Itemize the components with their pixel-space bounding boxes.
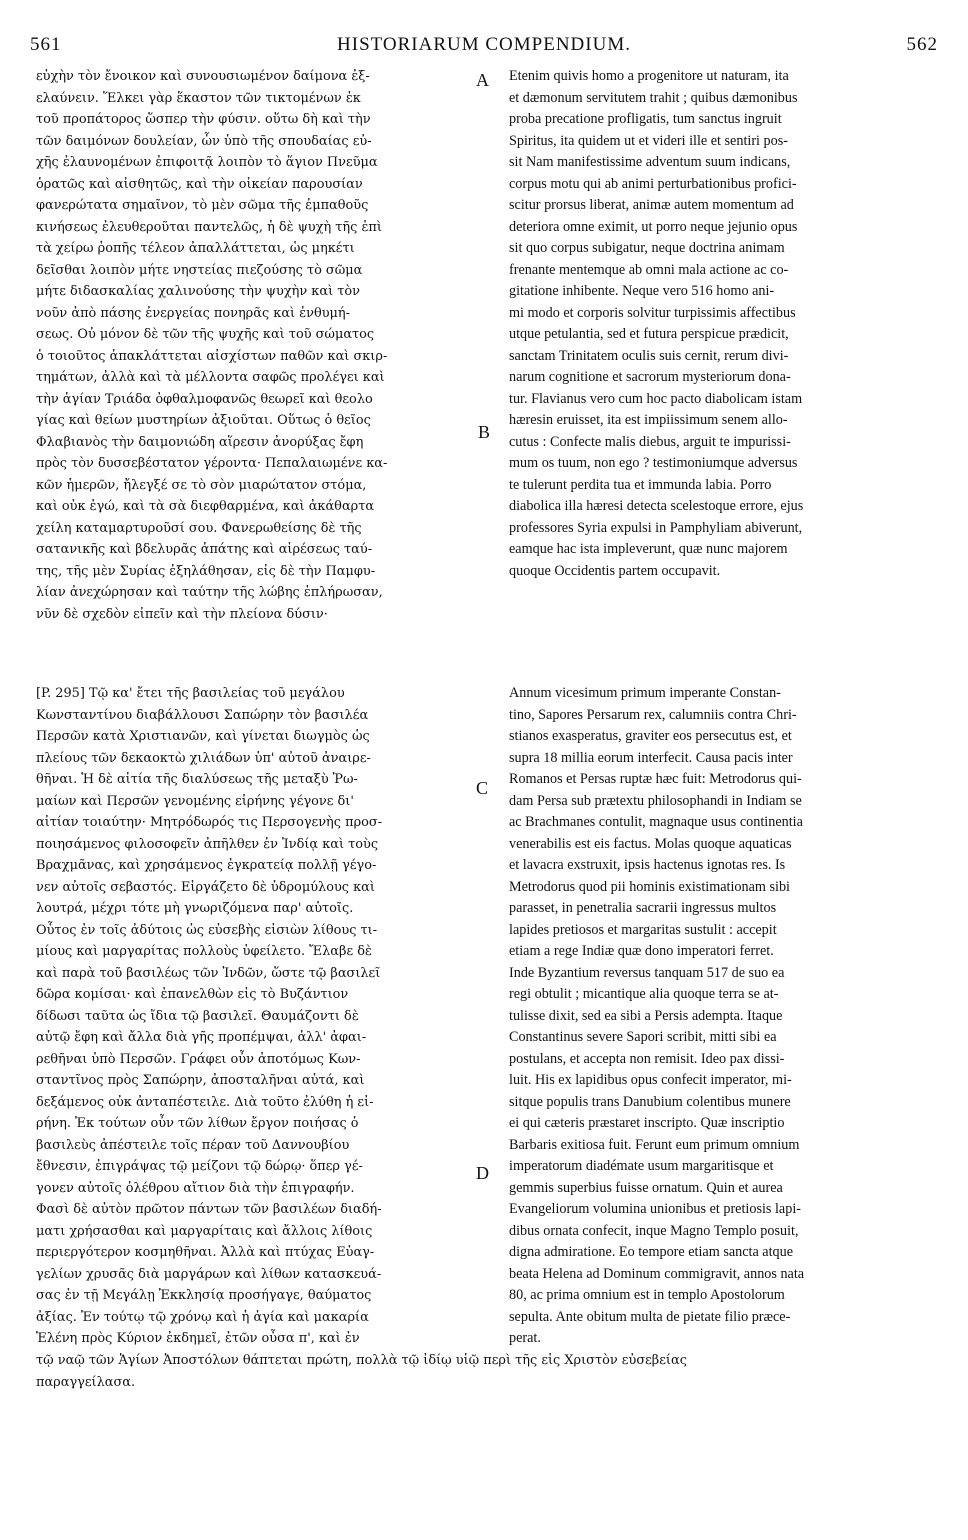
text-line: βασιλεὺς ἀπέστειλε τοῖς πέραν τοῦ Δαννουβίου [36, 1137, 350, 1153]
text-line: stianos exasperatus, graviter eos persecutus est, et [509, 728, 792, 744]
text-line: Constantinus severe Sapori scribit, mitti sibi ea [509, 1029, 777, 1045]
text-line: et dæmonum servitutem trahit ; quibus dæmonibus [509, 89, 798, 106]
text-line: Etenim quivis homo a progenitore ut naturam, ita [509, 68, 789, 84]
latin-column-block-1 [509, 66, 939, 582]
text-line: της, τῆς μὲν Συρίας ἐξηλάθησαν, εἰς δὲ τὴν Παμφυ- [36, 563, 376, 579]
text-line: postulans, et accepta non remisit. Ideo pax dissi- [509, 1050, 785, 1067]
text-line: ὁρατῶς καὶ αἰσθητῶς, καὶ τὴν οἰκείαν παρουσίαν [36, 176, 363, 192]
text-line: ἀξίας. Ἐν τούτῳ τῷ χρόνῳ καὶ ἡ ἁγία καὶ μακαρία [36, 1309, 369, 1325]
text-line: Κωνσταντίνου διαβάλλουσι Σαπώρην τὸν βασιλέα [36, 707, 369, 723]
text-line: Βραχμᾶνας, καὶ χρησάμενος ἐγκρατείᾳ πολλῇ γέγο- [36, 858, 377, 873]
text-line: professores Syria expulsi in Pamphyliam abiverunt, [509, 519, 803, 536]
text-line: ελαύνειν. Ἕλκει γὰρ ἕκαστον τῶν τικτομένων ἐκ [36, 90, 361, 106]
text-line: Inde Byzantium reversus tanquam 517 de suo ea [509, 964, 785, 981]
text-line: mi modo et corporis solvitur turpissimis affectibus [509, 304, 796, 321]
text-line: σεως. Οὐ μόνον δὲ τῶν τῆς ψυχῆς καὶ τοῦ σώματος [36, 327, 375, 342]
text-line: δίδωσι ταῦτα ὡς ἴδια τῷ βασιλεῖ. Θαυμάζοντι δὲ [36, 1008, 359, 1024]
text-line: proba precatione profligatis, tum sanctus ingruit [509, 111, 782, 127]
text-line: τημάτων, ἀλλὰ καὶ τὰ μέλλοντα σαφῶς προλέγει καὶ [36, 370, 385, 385]
page-header [30, 34, 938, 60]
text-line: μίους καὶ μαργαρίτας πολλοὺς ὑφείλετο. Ἔλαβε δὲ [36, 944, 372, 959]
latin-column-block-2 [509, 683, 939, 1350]
text-line: καὶ οὐκ ἐγώ, καὶ τὰ σὰ διεφθαρμένα, καὶ ἀκάθαρτα [36, 499, 375, 514]
text-line: narum cognitione et sacrorum mysteriorum dona- [509, 369, 791, 385]
text-line: scitur prorsus liberat, animæ autem momentum ad [509, 197, 794, 213]
text-line: ρήνη. Ἐκ τούτων οὖν τῶν λίθων ἔργον ποιήσας ὁ [36, 1116, 359, 1131]
text-line: deteriora omne eximit, ut porro neque jejunio opus [509, 218, 798, 235]
text-line: Evangeliorum volumina unionibus et pretiosis lapi- [509, 1201, 801, 1217]
page-number-right: 562 [906, 34, 938, 55]
text-line: Annum vicesimum primum imperante Constan- [509, 685, 781, 701]
text-line: πλείους τῶν δεκαοκτὼ χιλιάδων ὑπ' αὐτοῦ ἀναιρε- [36, 750, 371, 766]
text-line: ac Brachmanes contulit, magnaque usus continentia [509, 814, 803, 830]
text-line: αὐτῷ ἔφη καὶ ἄλλα διὰ γῆς προπέμψαι, ἀλλ' ἀφαι- [36, 1030, 367, 1045]
text-line: νῦν δὲ σχεδὸν εἰπεῖν καὶ τὴν πλείονα δύσιν· [36, 606, 328, 622]
text-line: quoque Occidentis partem occupavit. [509, 562, 721, 579]
text-line: tur. Flavianus vero cum hoc pacto diabolicam istam [509, 390, 803, 407]
greek-column-block-2 [36, 683, 494, 1350]
text-line: frenante mentemque ab omni mala actione ac co- [509, 261, 789, 278]
text-line: perat. [509, 1330, 541, 1346]
text-line: ei qui cæteris præstaret inscripto. Quæ inscriptio [509, 1115, 785, 1131]
text-line: gitatione inhibente. Neque vero 516 homo ani- [509, 283, 775, 299]
text-line: δεῖσθαι λοιπὸν μήτε νηστείας πιεζούσης τὸ σῶμα [36, 262, 363, 278]
text-line: lapides pretiosos et margaritas sustulit : accepit [509, 921, 777, 938]
section-marker-c: C [476, 778, 489, 798]
text-line: Romanos et Persas ruptæ hæc fuit: Metrodorus qui- [509, 771, 802, 787]
text-line: γίας καὶ θείων μυστηρίων ἀξιοῦται. Οὕτως ὁ θεῖος [36, 413, 371, 428]
section-marker-a: A [476, 70, 489, 90]
text-line: τῶν δαιμόνων δουλείαν, ὧν ὑπὸ τῆς σπουδαίας εὐ- [36, 133, 372, 149]
text-line: tulisse dixit, sed ea sibi a Persis adempta. Itaque [509, 1007, 783, 1024]
text-line: σταντῖνος πρὸς Σαπώρην, ἀποσταλῆναι αὐτά, καὶ [36, 1073, 365, 1088]
text-line: luit. His ex lapidibus opus confecit imperator, mi- [509, 1072, 792, 1088]
text-line: χῆς ἐλαυνομένων ἐπιφοιτᾷ λοιπὸν τὸ ἅγιον Πνεῦμα [36, 155, 378, 170]
text-line: Metrodorus quod pii hominis existimationam sibi [509, 878, 790, 895]
section-marker-d: D [476, 1163, 489, 1183]
text-line: Οὗτος ἐν τοῖς ἀδύτοις ὡς εὐσεβὴς εἰσιὼν λίθους τι- [36, 922, 378, 938]
text-line: παραγγείλασα. [36, 1374, 136, 1390]
text-line: diabolica illa hæresi detecta scelestoque errore, ejus [509, 498, 804, 514]
greek-full-width-ending [36, 1350, 940, 1393]
text-line: Barbaris exitiosa fuit. Ferunt eum primum omnium [509, 1136, 800, 1153]
text-line: νεν αὐτοῖς σεβαστός. Εἰργάζετο δὲ ὑδρομύλους καὶ [36, 879, 375, 895]
text-line: Φλαβιανὸς τὴν δαιμονιώδη αἵρεσιν ἀνορύξας ἔφη [36, 434, 364, 450]
text-line: λίαν ἀνεχώρησαν καὶ ταύτην τῆς λώβης ἐπλήρωσαν, [36, 585, 383, 600]
text-line: supra 18 millia eorum interfecit. Causa pacis inter [509, 749, 793, 766]
text-line: γελίων χρυσᾶς διὰ μαργάρων καὶ λίθων κατασκευά- [36, 1266, 382, 1282]
text-line: τὰ χείρω ῥοπῆς τέλεον ἀπαλλάττεται, ὡς μηκέτι [36, 241, 355, 256]
text-line: ἔθνεσιν, ἐπιγράψας τῷ μείζονι τῷ δώρῳ· ὅπερ γέ- [36, 1159, 363, 1174]
text-line: Ἑλένη πρὸς Κύριον ἐκδημεῖ, ἐτῶν οὖσα π', καὶ ἐν [36, 1331, 360, 1346]
text-line: Φασὶ δὲ αὐτὸν πρῶτον πάντων τῶν βασιλέων διαδή- [36, 1202, 382, 1217]
text-line: cutus : Confecte malis diebus, arguit te impurissi- [509, 433, 791, 450]
text-line: κῶν ἡμερῶν, ἤλεγξέ σε τὸ σὸν μιαρώτατον στόμα, [36, 477, 367, 493]
text-line: 80, ac prima omnium est in templo Apostolorum [509, 1287, 785, 1303]
text-line: venerabilis est eis factus. Molas quoque aquaticas [509, 835, 792, 852]
text-line: parasset, in penetralia sacrarii ingressus multos [509, 900, 777, 916]
text-line: dibus ornata confecit, inque Magno Templo posuit, [509, 1222, 799, 1239]
text-line: περιεργότερον κοσμηθῆναι. Ἀλλὰ καὶ πτύχας Εὐαγ- [36, 1245, 375, 1260]
text-line: etiam a rege Indiæ quæ dono imperatori ferret. [509, 943, 774, 959]
page-number-left: 561 [30, 34, 62, 55]
text-line: εὐχὴν τὸν ἔνοικον καὶ συνουσιωμένον δαίμονα ἐξ- [36, 69, 370, 84]
text-line: σας ἐν τῇ Μεγάλῃ Ἐκκλησίᾳ προσήγαγε, θαύματος [36, 1288, 372, 1303]
text-line: μαίων καὶ Περσῶν γενομένης εἰρήνης γέγονε δι' [36, 793, 354, 809]
text-line: μήτε διδασκαλίας χαλινούσης τὴν ψυχὴν καὶ τὸν [36, 284, 360, 299]
text-line: σατανικῆς καὶ βδελυρᾶς ἀπάτης καὶ αἱρέσεως ταύ- [36, 542, 373, 557]
text-line: regi obtulit ; micantique alia quoque terra se at- [509, 986, 779, 1002]
text-line: φανερώτατα σημαῖνον, τὸ μὲν σῶμα τῆς ἐμπαθοῦς [36, 198, 369, 213]
text-line: sepulta. Ante obitum multa de pietate filio præce- [509, 1308, 791, 1325]
text-line: καὶ παρὰ τοῦ βασιλέως τῶν Ἰνδῶν, ὥστε τῷ βασιλεῖ [36, 965, 381, 981]
text-line: mum os tuum, non ego ? testimoniumque adversus [509, 455, 798, 471]
text-line: τοῦ προπάτορος ὥσπερ τὴν φύσιν. οὕτω δὴ καὶ τὴν [36, 112, 371, 127]
text-line: sitque populis trans Danubium colentibus munere [509, 1093, 791, 1110]
text-line: ποιησάμενος φιλοσοφεῖν ἀπῆλθεν ἐν Ἰνδίᾳ καὶ τοὺς [36, 836, 379, 852]
text-line: δεξάμενος οὐκ ἀνταπέστειλε. Διὰ τοῦτο ἐλύθη ἡ εἰ- [36, 1094, 374, 1110]
text-line: χείλη καταμαρτυροῦσί σου. Φανερωθείσης δὲ τῆς [36, 520, 362, 536]
text-line: te tulerunt perdita tua et immunda labia. Porro [509, 476, 772, 493]
text-line: Spiritus, ita quidem ut et videri ille et sentiri pos- [509, 132, 788, 149]
text-line: ὁ τοιοῦτος ἀπακλάττεται αἰσχίστων παθῶν καὶ σκιρ- [36, 348, 388, 364]
text-line: νοῦν ἀπὸ πάσης ἐνεργείας πονηρᾶς καὶ ἐνθυμή- [36, 305, 351, 321]
text-line: utque petulantia, sed et futura perspicue prædicit, [509, 326, 789, 342]
text-line: corpus motu qui ab animi perturbationibus profici- [509, 175, 797, 192]
text-line: et lavacra exstruxit, ipsis hactenus ignotas res. Is [509, 857, 786, 873]
text-line: dam Persa sub prætextu philosophandi in Indiam se [509, 792, 802, 809]
text-line: γονεν αὐτοῖς ὀλέθρου αἴτιον διὰ τὴν ἐπιγραφήν. [36, 1180, 355, 1196]
text-line: τὴν ἁγίαν Τριάδα ὀφθαλμοφανῶς θεωρεῖ καὶ θεολο [36, 391, 373, 407]
text-line: ρεθῆναι ὑπὸ Περσῶν. Γράφει οὖν ἀποτόμως Κων- [36, 1051, 361, 1067]
text-line: tino, Sapores Persarum rex, calumniis contra Chri- [509, 706, 797, 723]
section-marker-b: B [478, 422, 491, 442]
text-line: κινήσεως ἐλευθεροῦται παντελῶς, ἡ δὲ ψυχὴ τῆς ἐπὶ [36, 219, 382, 235]
greek-column-block-1 [36, 66, 494, 625]
text-line: hæresin eruisset, ita est impiissimum senem allo- [509, 412, 788, 428]
text-line: sit Nam manifestissime adventum suum indicans, [509, 154, 791, 170]
text-line: πρὸς τὸν δυσσεβέστατον γέροντα· Πεπαλαιωμένε κα- [36, 456, 388, 471]
text-line: digna admiratione. Eo tempore etiam sancta atque [509, 1244, 794, 1260]
text-line: sit quo corpus subigatur, neque doctrina animam [509, 240, 785, 256]
text-line: αἰτίαν τοιαύτην· Μητρόδωρός τις Περσογενὴς προσ- [36, 815, 383, 830]
text-line: gemmis superbius fuisse ornatum. Quin et aurea [509, 1179, 783, 1196]
text-line: τῷ ναῷ τῶν Ἁγίων Ἀποστόλων θάπτεται πρώτη, πολλὰ τῷ ἰδίῳ υἱῷ περὶ τῆς εἰς Χριστὸν εὐσεβείας [36, 1353, 687, 1368]
running-title: HISTORIARUM COMPENDIUM. [337, 34, 631, 55]
text-line: eamque hac ista impleverunt, quæ nunc majorem [509, 541, 788, 557]
text-line: sanctam Trinitatem oculis suis cernit, rerum divi- [509, 347, 789, 364]
text-line: ματι χρήσασθαι καὶ μαργαρίταις καὶ ἄλλοις λίθοις [36, 1223, 373, 1239]
text-line: δῶρα κομίσαι· καὶ ἐπανελθὼν εἰς τὸ Βυζάντιον [36, 987, 349, 1002]
text-line: beata Helena ad Dominum commigravit, annos nata [509, 1265, 805, 1282]
text-line: Περσῶν κατὰ Χριστιανῶν, καὶ γίνεται διωγμὸς ὡς [36, 729, 370, 744]
text-line: imperatorum diadémate usum margaritisque et [509, 1158, 774, 1174]
text-line: λουτρά, μέχρι τότε μὴ γνωριζόμενα παρ' αὐτοῖς. [36, 901, 354, 916]
text-line: [P. 295] Τῷ κα' ἔτει τῆς βασιλείας τοῦ μεγάλου [36, 686, 345, 701]
text-line: θῆναι. Ἡ δὲ αἰτία τῆς διαλύσεως τῆς μεταξὺ Ῥω- [36, 772, 358, 787]
